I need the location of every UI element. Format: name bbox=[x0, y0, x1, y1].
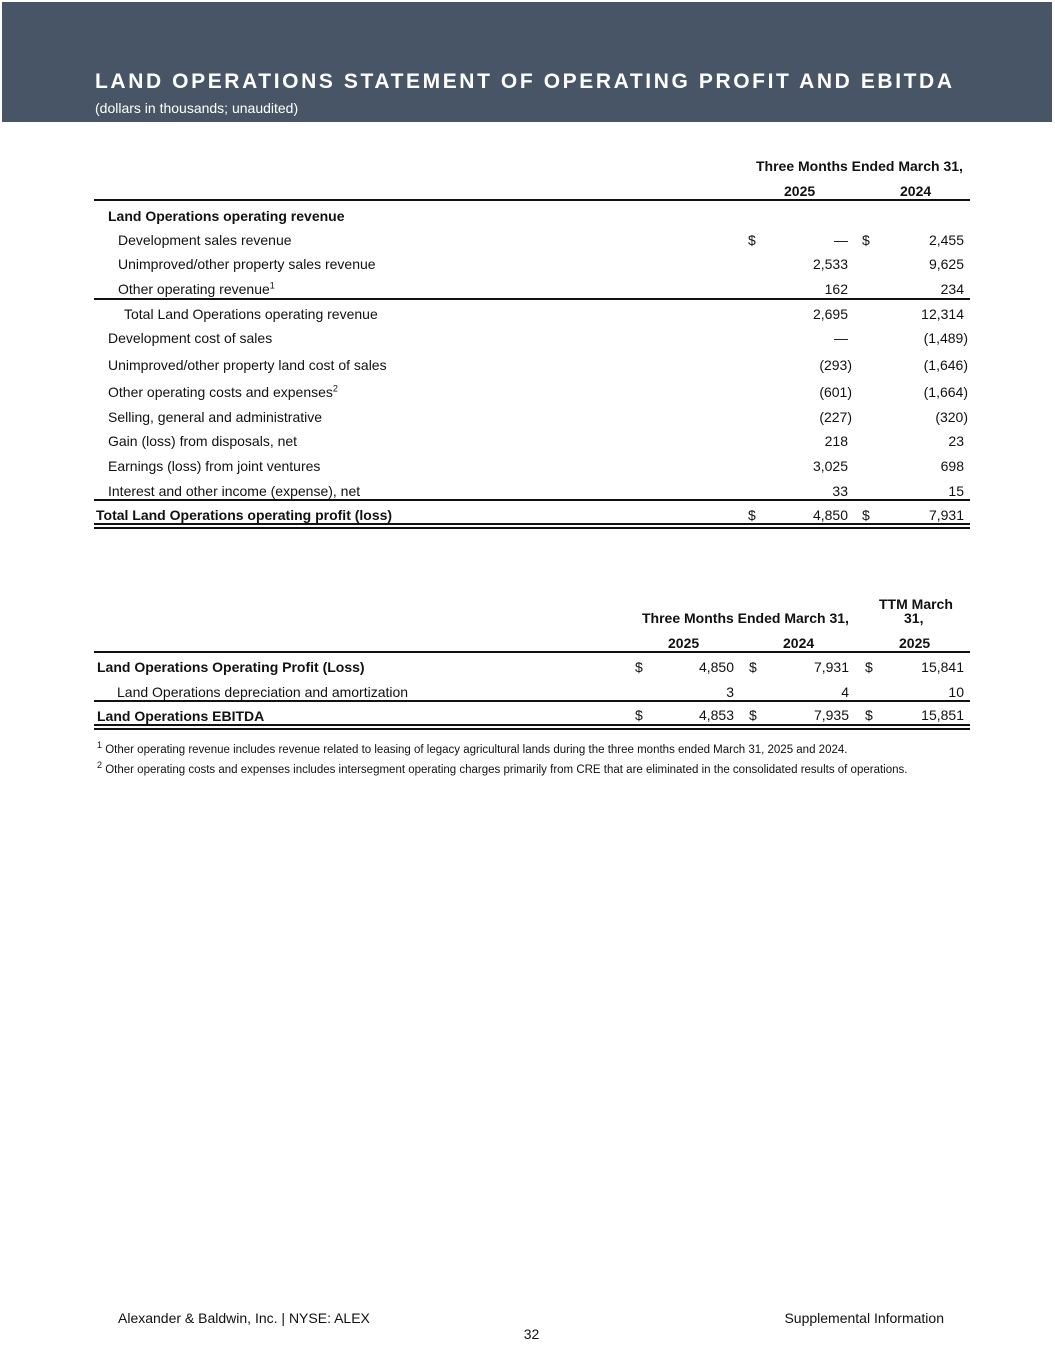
value-2025: 33 bbox=[832, 483, 848, 499]
value-2024: 9,625 bbox=[928, 256, 964, 272]
value-2024: (1,489) bbox=[923, 330, 968, 346]
footer-section: Supplemental Information bbox=[784, 1310, 944, 1326]
dollar-sign: $ bbox=[862, 232, 870, 248]
ttm-header-line1: TTM March bbox=[879, 596, 953, 612]
row-label: Land Operations depreciation and amortization bbox=[117, 684, 409, 700]
dollar-sign: $ bbox=[748, 232, 756, 248]
value-2024: 15 bbox=[948, 483, 964, 499]
row-label bbox=[108, 483, 360, 499]
value-ttm: 10 bbox=[948, 684, 964, 700]
period-header: Three Months Ended March 31, bbox=[642, 610, 849, 626]
row-label-text: Development cost of sales bbox=[108, 330, 273, 346]
row-label bbox=[108, 458, 320, 474]
value-2025: 218 bbox=[824, 433, 848, 449]
value-2025: — bbox=[834, 330, 848, 346]
value-2025: — bbox=[834, 232, 848, 248]
value-2024: 12,314 bbox=[921, 306, 964, 322]
value-2024: 2,455 bbox=[928, 232, 964, 248]
header-rule bbox=[94, 199, 970, 201]
value-2025: 3 bbox=[726, 684, 734, 700]
column-header-2024: 2024 bbox=[783, 635, 815, 651]
row-label bbox=[108, 433, 297, 449]
footnote bbox=[97, 740, 907, 756]
value-2025: 2,533 bbox=[812, 256, 848, 272]
value-2025: 4,853 bbox=[698, 707, 734, 723]
row-label: Land Operations EBITDA bbox=[97, 708, 265, 724]
page-number: 32 bbox=[523, 1326, 540, 1342]
row-label-text: Other operating revenue bbox=[118, 281, 270, 297]
value-2025: (293) bbox=[819, 357, 852, 373]
dollar-sign: $ bbox=[865, 659, 873, 675]
row-label bbox=[108, 409, 322, 425]
page-title: LAND OPERATIONS STATEMENT OF OPERATING PROFIT AND EBITDA bbox=[95, 70, 955, 93]
value-2025: (227) bbox=[819, 409, 852, 425]
value-2024: (1,664) bbox=[923, 384, 968, 400]
row-label: Land Operations Operating Profit (Loss) bbox=[97, 659, 365, 675]
header-rule bbox=[94, 651, 970, 653]
page-subtitle: (dollars in thousands; unaudited) bbox=[95, 100, 299, 116]
value-2024: (320) bbox=[935, 409, 968, 425]
total-value-2025: 4,850 bbox=[812, 507, 848, 523]
row-label-text: Development sales revenue bbox=[118, 232, 292, 248]
value-2025: 3,025 bbox=[812, 458, 848, 474]
row-label bbox=[108, 384, 338, 400]
value-2025: 162 bbox=[824, 281, 848, 297]
column-header-2024: 2024 bbox=[900, 183, 932, 199]
column-header-2025: 2025 bbox=[784, 183, 816, 199]
footer-company: Alexander & Baldwin, Inc. | NYSE: ALEX bbox=[118, 1310, 370, 1326]
footnote bbox=[97, 760, 908, 776]
row-label-text: Gain (loss) from disposals, net bbox=[108, 433, 298, 449]
value-2025: (601) bbox=[819, 384, 852, 400]
row-label-text: Unimproved/other property sales revenue bbox=[118, 256, 376, 272]
dollar-sign: $ bbox=[862, 507, 870, 523]
row-label-text: Earnings (loss) from joint ventures bbox=[108, 458, 321, 474]
row-label-text: Interest and other income (expense), net bbox=[108, 483, 361, 499]
value-2024: 234 bbox=[940, 281, 964, 297]
period-header: Three Months Ended March 31, bbox=[756, 158, 963, 174]
row-label-text: Unimproved/other property land cost of sales bbox=[108, 357, 387, 373]
total-rule bbox=[94, 499, 970, 501]
value-2024: 7,931 bbox=[813, 659, 849, 675]
row-label bbox=[108, 330, 272, 346]
row-label-text: Other operating costs and expenses bbox=[108, 384, 333, 400]
footnote-marker: 1 bbox=[269, 280, 275, 291]
dollar-sign: $ bbox=[748, 507, 756, 523]
value-2024: 4 bbox=[841, 684, 849, 700]
subtotal-rule bbox=[94, 700, 970, 702]
row-label-text: Selling, general and administrative bbox=[108, 409, 323, 425]
dollar-sign: $ bbox=[635, 707, 643, 723]
dollar-sign: $ bbox=[749, 659, 757, 675]
value-ttm: 15,841 bbox=[921, 659, 964, 675]
value-2025: 2,695 bbox=[812, 306, 848, 322]
value-2024: (1,646) bbox=[923, 357, 968, 373]
row-label-text: Total Land Operations operating revenue bbox=[124, 306, 378, 322]
footnote-text: Other operating revenue includes revenue related to leasing of legacy agricultural lands during the three months ended March 31, 2025 and 2024. bbox=[105, 744, 848, 756]
value-ttm: 15,851 bbox=[921, 707, 964, 723]
row-label bbox=[118, 281, 275, 297]
dollar-sign: $ bbox=[635, 659, 643, 675]
footnote-text: Other operating costs and expenses includes intersegment operating charges primarily from CRE that are eliminated in the consolidated results of operations. bbox=[105, 764, 908, 776]
dollar-sign: $ bbox=[749, 707, 757, 723]
row-label bbox=[108, 357, 387, 373]
page-header bbox=[2, 2, 1052, 122]
row-label bbox=[124, 306, 378, 322]
footnote-marker: 2 bbox=[332, 383, 338, 394]
column-header-ttm-2025: 2025 bbox=[899, 635, 931, 651]
ttm-header-line2: 31, bbox=[904, 610, 924, 626]
total-label: Total Land Operations operating profit (loss) bbox=[96, 507, 393, 523]
row-label bbox=[118, 232, 292, 248]
footnote-number: 2 bbox=[97, 760, 103, 771]
footnote-number: 1 bbox=[97, 740, 103, 751]
value-2024: 7,935 bbox=[813, 707, 849, 723]
column-header-2025: 2025 bbox=[668, 635, 700, 651]
value-2024: 23 bbox=[948, 433, 964, 449]
subtotal-rule bbox=[94, 298, 970, 300]
total-double-rule bbox=[94, 523, 970, 529]
value-2025: 4,850 bbox=[698, 659, 734, 675]
footnotes bbox=[97, 740, 908, 784]
row-label bbox=[118, 256, 376, 272]
total-double-rule bbox=[94, 724, 970, 730]
total-value-2024: 7,931 bbox=[928, 507, 964, 523]
dollar-sign: $ bbox=[865, 707, 873, 723]
value-2024: 698 bbox=[940, 458, 964, 474]
section-label: Land Operations operating revenue bbox=[108, 208, 345, 224]
